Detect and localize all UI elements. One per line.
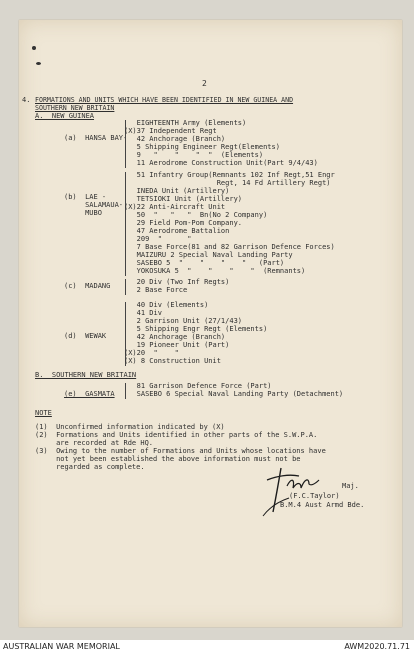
section-b-heading: B. SOUTHERN NEW BRITAIN	[35, 371, 137, 379]
unit-line: YOKOSUKA 5 " " " " (Remnants)	[124, 267, 306, 275]
location-label-b2: SALAMAUA-	[64, 201, 124, 209]
unit-line: 50 " " " Bn(No 2 Company)	[124, 211, 268, 219]
location-label-c: (c) MADANG	[64, 282, 111, 290]
unit-line: 2 Base Force	[124, 286, 188, 294]
unit-line: MAIZURU 2 Special Naval Landing Party	[124, 251, 293, 259]
location-label-b1: (b) LAE -	[64, 193, 107, 201]
unit-line: 29 Field Pom-Pom Company.	[124, 219, 243, 227]
heading-number: 4.	[22, 96, 31, 104]
unit-line: 20 Div (Two Inf Regts)	[124, 278, 230, 286]
unit-line: SASEBO 6 Special Naval Landing Party (Detachment)	[124, 390, 344, 398]
heading-line2: SOUTHERN NEW BRITAIN	[35, 104, 115, 112]
unit-line: 42 Anchorage (Branch)	[124, 333, 226, 341]
unit-line: 9 " " " " (Elements)	[124, 151, 264, 159]
handwritten-signature	[259, 462, 329, 518]
unit-line: 5 Shipping Engr Regt (Elements)	[124, 325, 268, 333]
archive-footer	[0, 640, 414, 653]
heading-line1: FORMATIONS AND UNITS WHICH HAVE BEEN IDENTIFIED IN NEW GUINEA AND	[35, 96, 294, 104]
unit-line: (X) 8 Construction Unit	[124, 357, 221, 365]
note-line: (3) Owing to the number of Formations and Units whose locations have	[35, 447, 326, 455]
note-line: (2) Formations and Units identified in other parts of the S.W.P.A.	[35, 431, 318, 439]
location-label-d: (d) WEWAK	[64, 332, 107, 340]
page-number: 2	[202, 79, 207, 88]
unit-line: 51 Infantry Group(Remnants 102 Inf Regt,51 Engr	[124, 171, 335, 179]
unit-line: INEDA Unit (Artillery)	[124, 187, 230, 195]
unit-line: Regt, 14 Fd Artillery Regt)	[124, 179, 331, 187]
signatory-name: (F.C.Taylor)	[289, 492, 340, 500]
unit-line: 5 Shipping Engineer Regt(Elements)	[124, 143, 280, 151]
unit-line: 209 " "	[124, 235, 192, 243]
unit-line: 47 Aerodrome Battalion	[124, 227, 230, 235]
unit-line: (X)22 Anti-Aircraft Unit	[124, 203, 226, 211]
unit-line: 19 Pioneer Unit (Part)	[124, 341, 230, 349]
footer-institution: AUSTRALIAN WAR MEMORIAL	[3, 642, 120, 651]
unit-line: EIGHTEENTH Army (Elements)	[124, 119, 247, 127]
unit-line: 11 Aerodrome Construction Unit(Part 9/4/43)	[124, 159, 318, 167]
footer-accession-number: AWM2020.71.71	[344, 642, 410, 651]
signatory-unit: B.M.4 Aust Armd Bde.	[280, 501, 365, 509]
location-label-e: (e) GASMATA	[64, 390, 115, 398]
punch-hole	[36, 62, 41, 65]
unit-line: 81 Garrison Defence Force (Part)	[124, 382, 272, 390]
note-line: regarded as complete.	[35, 463, 145, 471]
note-heading: NOTE	[35, 409, 52, 417]
unit-line: 7 Base Force(81 and 82 Garrison Defence Forces)	[124, 243, 335, 251]
note-line: (1) Unconfirmed information indicated by (X)	[35, 423, 225, 431]
section-a-heading: A. NEW GUINEA	[35, 112, 95, 120]
unit-line: TETSIOKI Unit (Artillery)	[124, 195, 243, 203]
unit-line: (X)20 " "	[124, 349, 179, 357]
note-line: not yet been established the above information must not be	[35, 455, 301, 463]
document-page	[19, 20, 402, 627]
note-line: are recorded at Rde HQ.	[35, 439, 154, 447]
unit-line: 41 Div	[124, 309, 162, 317]
punch-hole	[32, 46, 36, 50]
signatory-rank: Maj.	[342, 482, 359, 490]
unit-line: 42 Anchorage (Branch)	[124, 135, 226, 143]
unit-line: (X)37 Independent Regt	[124, 127, 217, 135]
location-label-a: (a) HANSA BAY-	[64, 134, 128, 142]
unit-line: 2 Garrison Unit (27/1/43)	[124, 317, 243, 325]
unit-line: 40 Div (Elements)	[124, 301, 209, 309]
location-label-b3: MUBO	[64, 209, 102, 217]
unit-line: SASEBO 5 " " " " (Part)	[124, 259, 285, 267]
